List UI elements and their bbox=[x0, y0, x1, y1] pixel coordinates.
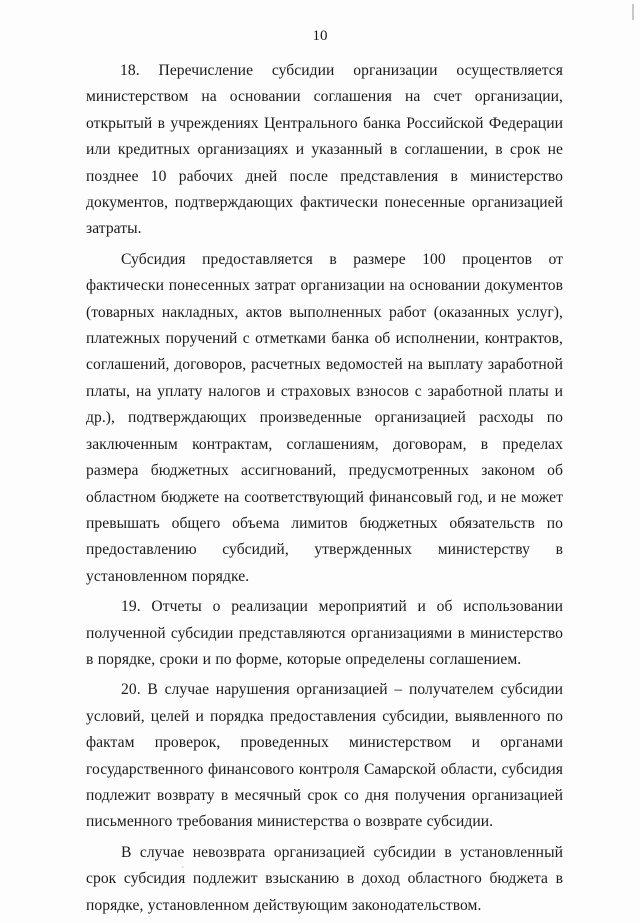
page-number: 10 bbox=[312, 28, 328, 44]
paragraph-18: 18. Перечисление субсидии организации осуществляется министерством на основании соглашения на счет организации, открытый в учреждениях Центрального банка Российской Федерации или кредитных организациях и указанный в соглашении, в срок не позднее 10 рабочих дней после представления в министерство документов, подтверждающих фактически понесенные организацией затраты. bbox=[86, 62, 563, 238]
scan-speck: ˙ ˎ bbox=[176, 858, 185, 868]
paragraph-subsidy-amount: Субсидия предоставляется в размере 100 процентов от фактически понесенных затрат организации на основании документов (товарных накладных, актов выполненных работ (оказанных услуг), платежных поручений с отметками банка об исполнении, контрактов, соглашений, договоров, расчетных ведомостей на выплату заработной платы, на уплату налогов и страховых взносов с заработной платы и др.), подтверждающих произведенные организацией расходы по заключенным контрактам, соглашениям, договорам, в пределах размера бюджетных ассигнований, предусмотренных законом об областном бюджете на соответствующий финансовый год, и не может превышать общего объема лимитов бюджетных обязательств по предоставлению субсидий, утвержденных министерству в установленном порядке. bbox=[86, 250, 563, 585]
paragraph-20: 20. В случае нарушения организацией – получателем субсидии условий, целей и порядка предоставления субсидии, выявленного по фактам проверок, проведенных министерством и органами государственного финансового контроля Самарской области, субсидия подлежит возврату в месячный срок со дня получения организацией письменного требования министерства о возврате субсидии. bbox=[86, 681, 563, 831]
scan-edge-mark bbox=[632, 4, 634, 20]
paragraph-19: 19. Отчеты о реализации мероприятий и об использовании полученной субсидии представляются организациями в министерство в порядке, сроки и по форме, которые определены соглашением. bbox=[86, 598, 563, 668]
document-body bbox=[86, 58, 563, 923]
paragraph-recovery: В случае невозврата организацией субсидии в установленный срок субсидия подлежит взысканию в доход областного бюджета в порядке, установленном действующим законодательством. bbox=[86, 843, 563, 914]
